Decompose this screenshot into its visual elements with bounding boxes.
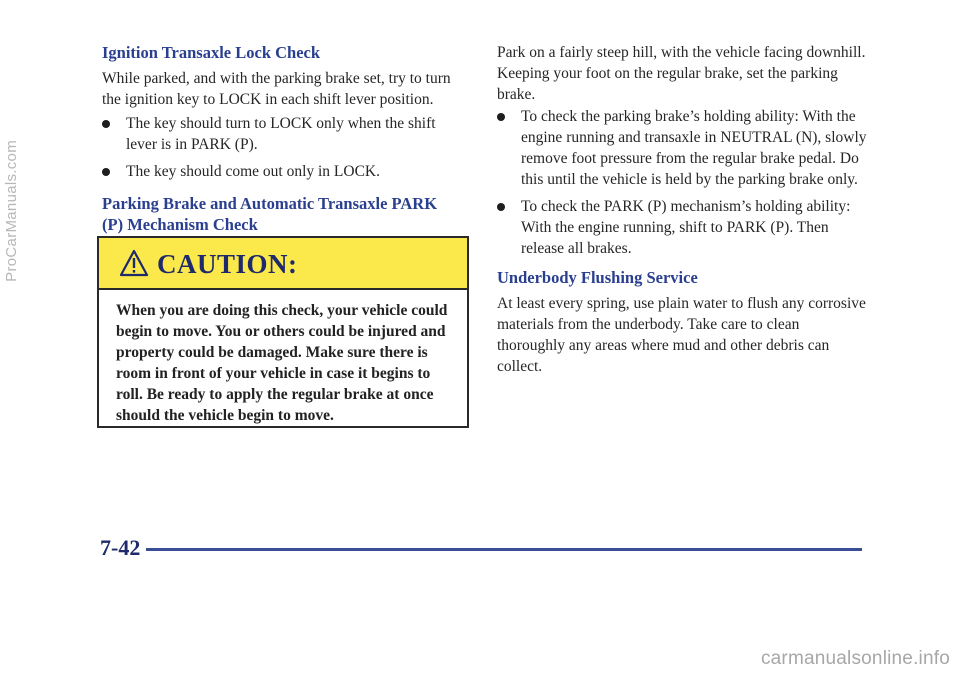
bullet-text: To check the parking brake’s holding ability: With the engine running and transaxle in NEUTRAL (N), slowly remove foot pressure from the regular brake pedal. Do this until the vehicle is held by the parking brake only. [521,108,867,188]
footer-rule [146,548,862,551]
page-number: 7-42 [100,535,141,560]
bullet-text: To check the PARK (P) mechanism’s holding ability: With the engine running, shift to PARK (P). Then release all brakes. [521,198,851,257]
list-item [102,113,457,155]
bottom-watermark[interactable]: carmanualsonline.info [760,648,950,669]
underbody-flushing-paragraph: At least every spring, use plain water to flush any corrosive materials from the underbody. Take care to clean thoroughly any areas where mud and other debris can collect. [497,295,866,375]
list-item [102,161,457,182]
parking-brake-heading: Parking Brake and Automatic Transaxle PARK (P) Mechanism Check [102,194,438,234]
bullet-text: The key should turn to LOCK only when the shift lever is in PARK (P). [126,115,436,153]
caution-title: CAUTION: [157,249,298,279]
underbody-flushing-heading: Underbody Flushing Service [497,268,698,287]
caution-header [99,238,467,290]
bullet-icon [497,203,505,211]
side-watermark-text: ProCarManuals.com [3,140,20,282]
bullet-text: The key should come out only in LOCK. [126,163,380,180]
list-item [497,106,869,190]
caution-text: When you are doing this check, your vehicle could begin to move. You or others could be injured and property could be damaged. Make sure there is room in front of your vehicle in case it begins to roll. Be ready to apply the regular brake at once should the vehicle begin to move. [116,302,448,424]
list-item [497,196,869,259]
caution-box [97,236,469,428]
warning-triangle-icon [119,249,149,277]
ignition-bullet-list [102,113,457,188]
bullet-icon [497,113,505,121]
bullet-icon [102,120,110,128]
park-on-hill-paragraph: Park on a fairly steep hill, with the vehicle facing downhill. Keeping your foot on the regular brake, set the parking brake. [497,44,866,103]
ignition-lock-heading: Ignition Transaxle Lock Check [102,43,321,62]
ignition-lock-paragraph: While parked, and with the parking brake set, try to turn the ignition key to LOCK in each shift lever position. [102,70,451,108]
side-watermark [0,140,20,675]
brake-check-bullet-list [497,106,869,265]
bullet-icon [102,168,110,176]
